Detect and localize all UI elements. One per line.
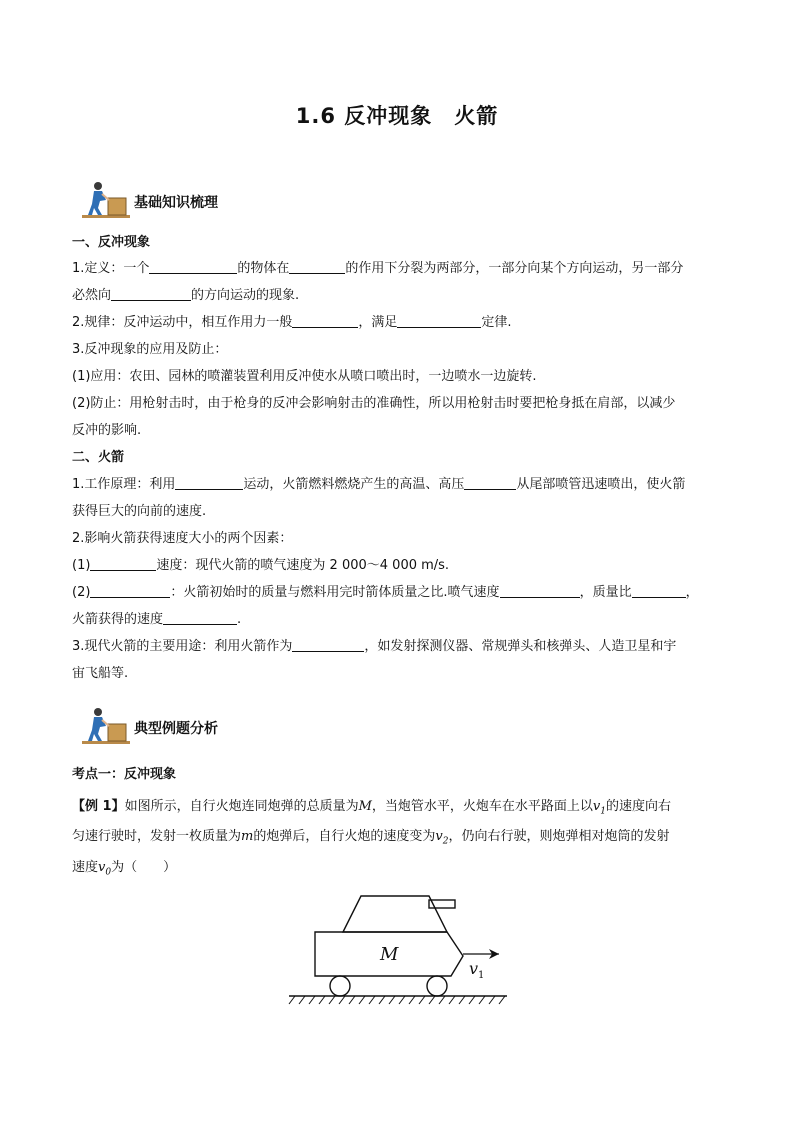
wheel xyxy=(330,976,350,996)
use-line-2: 宙飞船等. xyxy=(72,666,129,681)
section-banner-examples xyxy=(80,706,380,746)
key-point-1: 考点一：反冲现象 xyxy=(72,767,177,782)
ground-hatching xyxy=(289,996,505,1004)
velocity-label: v xyxy=(469,959,479,978)
blank xyxy=(464,475,516,490)
application-1: (1)应用：农田、园林的喷灌装置利用反冲使水从喷口喷出时，一边喷水一边旋转. xyxy=(72,369,537,384)
section-label: 典型例题分析 xyxy=(134,721,218,737)
wheel xyxy=(427,976,447,996)
principle-line-2: 获得巨大的向前的速度. xyxy=(72,504,207,519)
heading-rocket: 二、火箭 xyxy=(72,450,125,465)
blank xyxy=(292,313,358,328)
application-title: 3.反冲现象的应用及防止： xyxy=(72,342,228,357)
turret xyxy=(343,896,447,932)
blank xyxy=(397,313,481,328)
blank xyxy=(149,259,237,274)
factors-title: 2.影响火箭获得速度大小的两个因素： xyxy=(72,531,293,546)
definition-line-2: 必然向 的方向运动的现象. xyxy=(72,288,300,303)
law-line: 2.规律：反冲运动中，相互作用力一般 ，满足 定律. xyxy=(72,315,512,330)
factor-2-line-2: 火箭获得的速度 . xyxy=(72,612,242,627)
example-1-line-1: 【例 1】如图所示，自行火炮连同炮弹的总质量为M，当炮管水平，火炮车在水平路面上以$v_1$的速度向右 xyxy=(72,799,672,817)
example-1-line-2: 匀速行驶时，发射一枚质量为m的炮弹后，自行火炮的速度变为$v_2$，仍向右行驶，则炮弹相对炮筒的发射 xyxy=(72,829,670,847)
blank xyxy=(175,475,243,490)
section-label: 基础知识梳理 xyxy=(134,195,218,211)
mass-label: M xyxy=(380,944,399,965)
prevention-line-1: (2)防止：用枪射击时，由于枪身的反冲会影响射击的准确性，所以用枪射击时要把枪身抵在肩部，以减少 xyxy=(72,396,676,411)
principle-line-1: 1.工作原理：利用 运动，火箭燃料燃烧产生的高温、高压 从尾部喷管迅速喷出，使火箭 xyxy=(72,477,686,492)
factor-2-line-1: (2) ：火箭初始时的质量与燃料用完时箭体质量之比.喷气速度 ，质量比 ， xyxy=(72,585,699,600)
use-line-1: 3.现代火箭的主要用途：利用火箭作为 ，如发射探测仪器、常规弹头和核弹头、人造卫星和宇 xyxy=(72,639,677,654)
heading-recoil: 一、反冲现象 xyxy=(72,235,151,250)
blank xyxy=(632,583,686,598)
pushing-box-icon xyxy=(80,706,132,746)
blank xyxy=(111,286,191,301)
blank xyxy=(90,556,156,571)
blank xyxy=(163,610,237,625)
blank xyxy=(500,583,580,598)
factor-1: (1) 速度：现代火箭的喷气速度为 2 000～4 000 m/s. xyxy=(72,558,450,573)
section-banner-basics xyxy=(80,180,380,220)
velocity-subscript: 1 xyxy=(478,970,485,981)
pushing-box-icon xyxy=(80,180,132,220)
artillery-vehicle-diagram xyxy=(285,888,525,1010)
page-title: 1.6 反冲现象 火箭 xyxy=(295,104,499,128)
example-1-line-3: 速度$v_0$为（ ） xyxy=(72,860,177,878)
definition-line-1: 1.定义：一个 的物体在 的作用下分裂为两部分，一部分向某个方向运动，另一部分 xyxy=(72,261,684,276)
blank xyxy=(90,583,170,598)
blank xyxy=(289,259,345,274)
blank xyxy=(292,637,364,652)
prevention-line-2: 反冲的影响. xyxy=(72,423,142,438)
